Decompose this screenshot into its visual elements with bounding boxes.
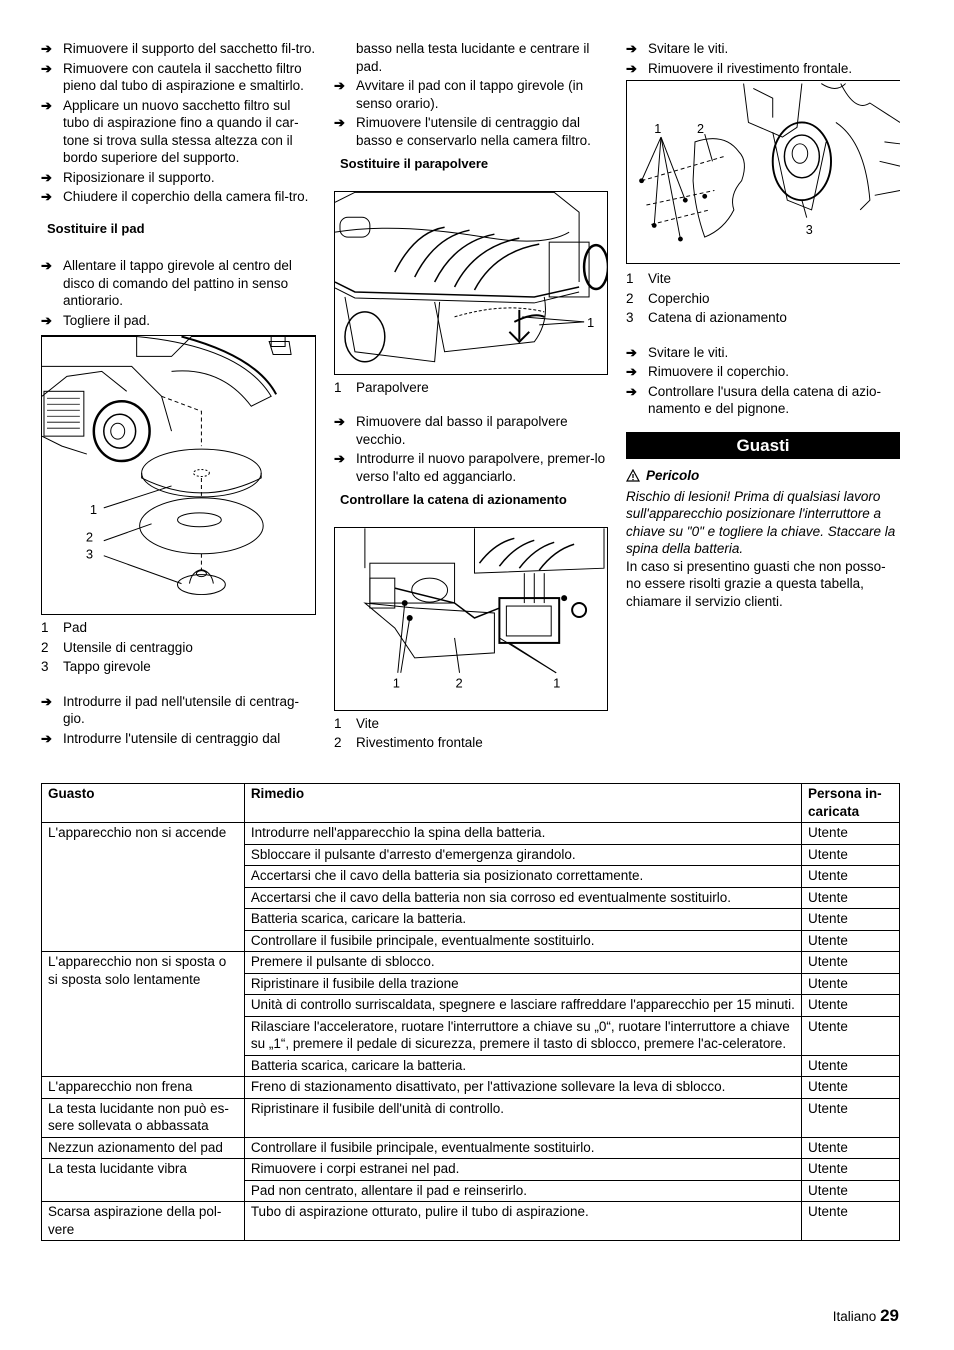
remedy-cell: Freno di stazionamento disattivato, per l'attivazione sollevare la leva di sblocco.	[244, 1077, 801, 1099]
figure-chain	[334, 527, 608, 711]
legend-text: Vite	[648, 271, 672, 286]
legend-number: 1	[334, 715, 342, 731]
remedy-cell: Accertarsi che il cavo della batteria non sia corroso ed eventualmente sostituirlo.	[244, 887, 801, 909]
fault-cell: La testa lucidante non può es-sere sollevata o abbassata	[42, 1098, 245, 1137]
remedy-cell: Rimuovere i corpi estranei nel pad.	[244, 1159, 801, 1181]
person-cell: Utente	[802, 973, 900, 995]
legend-item	[626, 270, 900, 288]
person-cell: Utente	[802, 1098, 900, 1137]
dust-guard-illustration	[335, 192, 607, 374]
legend-text: Catena di azionamento	[648, 310, 787, 325]
person-cell: Utente	[802, 887, 900, 909]
legend-item	[41, 619, 316, 637]
cover-illustration	[627, 81, 900, 263]
legend-item	[334, 715, 608, 733]
instruction-step	[41, 257, 316, 310]
steps-filter-bag	[41, 40, 316, 206]
legend-text: Rivestimento frontale	[356, 735, 483, 750]
instruction-step	[41, 97, 316, 167]
remedy-cell: Rilasciare l'acceleratore, ruotare l'interruttore a chiave su „0“, ruotare l'interruttore a chiave su „1“, premere il pedale di sicurezza, premere il tasto di sblocco, premere l'ac-celeratore.	[244, 1016, 801, 1055]
instruction-step	[41, 60, 316, 95]
legend-item	[41, 639, 316, 657]
legend-chain	[334, 715, 608, 752]
fault-cell: L'apparecchio non si sposta o si sposta solo lentamente	[42, 952, 245, 1077]
heading-check-chain: Controllare la catena di azionamento	[340, 492, 567, 507]
step-text: Riposizionare il supporto.	[63, 169, 215, 185]
step-text: Rimuovere dal basso il parapolvere vecchio.	[356, 414, 568, 447]
person-cell: Utente	[802, 1016, 900, 1055]
arrow-right-icon: ➔	[41, 97, 52, 113]
page-footer	[833, 1307, 899, 1326]
fig-cover-label-1: 1	[654, 122, 662, 137]
remedy-cell: Introdurre nell'apparecchio la spina della batteria.	[244, 823, 801, 845]
header-fault: Guasto	[42, 784, 245, 823]
legend-text: Vite	[356, 715, 380, 731]
person-cell: Utente	[802, 844, 900, 866]
footer-language: Italiano	[832, 1309, 877, 1324]
remedy-cell: Pad non centrato, allentare il pad e reinserirlo.	[244, 1180, 801, 1202]
step-text: Rimuovere il coperchio.	[648, 364, 790, 379]
fig-pad-label-1: 1	[89, 501, 98, 517]
step-text: Svitare le viti.	[648, 344, 729, 360]
instruction-step	[334, 77, 608, 112]
steps-cover	[626, 344, 900, 418]
fig-cover-label-2: 2	[696, 122, 704, 137]
fig-pad-label-2: 2	[85, 529, 94, 545]
fault-cell: L'apparecchio non si accende	[42, 823, 245, 952]
remedy-cell: Unità di controllo surriscaldata, spegnere e lasciare raffreddare l'apparecchio per 15 minuti.	[244, 995, 801, 1017]
step-text: Allentare il tappo girevole al centro del disco di comando del pattino in senso antiorario.	[63, 258, 292, 308]
person-cell: Utente	[802, 1055, 900, 1077]
remedy-cell: Batteria scarica, caricare la batteria.	[244, 1055, 801, 1077]
instruction-step	[41, 169, 316, 187]
fig-chain-label-1a: 1	[392, 675, 400, 691]
remedy-cell: Premere il pulsante di sblocco.	[244, 952, 801, 974]
fault-cell: La testa lucidante vibra	[42, 1159, 245, 1202]
legend-text: Pad	[63, 620, 88, 635]
steps-insert-pad	[41, 693, 316, 748]
legend-number: 2	[334, 735, 342, 750]
table-row	[42, 1098, 900, 1137]
arrow-right-icon: ➔	[334, 78, 345, 93]
steps-dust-guard	[334, 413, 608, 485]
legend-item	[334, 379, 608, 397]
page-number: 29	[880, 1306, 899, 1325]
arrow-right-icon: ➔	[41, 730, 52, 746]
instruction-step	[334, 450, 608, 485]
legend-number: 3	[41, 659, 49, 674]
section-title-faults: Guasti	[626, 432, 900, 460]
person-cell: Utente	[802, 1202, 900, 1241]
figure-dust-guard	[334, 191, 608, 375]
column-2	[334, 40, 608, 754]
header-remedy: Rimedio	[244, 784, 801, 823]
person-cell: Utente	[802, 1077, 900, 1099]
legend-pad	[41, 619, 316, 676]
instruction-step	[41, 188, 316, 206]
arrow-right-icon: ➔	[334, 451, 345, 466]
table-header-row	[42, 784, 900, 823]
heading-replace-pad: Sostituire il pad	[47, 220, 145, 236]
arrow-right-icon: ➔	[334, 115, 345, 130]
arrow-right-icon: ➔	[41, 258, 52, 273]
remedy-cell: Ripristinare il fusibile della trazione	[244, 973, 801, 995]
table-row	[42, 1159, 900, 1181]
arrow-right-icon: ➔	[41, 41, 52, 56]
step-text: Togliere il pad.	[63, 312, 151, 328]
arrow-right-icon: ➔	[626, 41, 637, 56]
legend-text: Parapolvere	[356, 379, 429, 395]
table-row	[42, 1202, 900, 1241]
legend-number: 2	[41, 639, 49, 655]
fig-pad-label-3: 3	[85, 546, 94, 562]
arrow-right-icon: ➔	[626, 60, 637, 76]
arrow-right-icon: ➔	[334, 414, 345, 429]
instruction-step	[41, 312, 316, 330]
instruction-step	[334, 413, 608, 448]
legend-item	[626, 290, 900, 308]
steps-replace-pad	[41, 257, 316, 329]
arrow-right-icon: ➔	[626, 344, 637, 360]
step-text: Rimuovere con cautela il sacchetto filtro pieno dal tubo di aspirazione e smaltirlo.	[63, 60, 304, 93]
remedy-cell: Controllare il fusibile principale, eventualmente sostituirlo.	[244, 1137, 801, 1159]
remedy-cell: Accertarsi che il cavo della batteria sia posizionato correttamente.	[244, 866, 801, 888]
arrow-right-icon: ➔	[626, 383, 637, 399]
table-row	[42, 952, 900, 974]
legend-text: Utensile di centraggio	[63, 639, 193, 655]
faults-intro-text: In caso si presentino guasti che non posso-no essere risolti grazie a questa tabella, chiamare il servizio clienti.	[626, 558, 886, 609]
person-cell: Utente	[802, 1159, 900, 1181]
arrow-right-icon: ➔	[41, 189, 52, 204]
fig-cover-label-3: 3	[805, 223, 813, 238]
legend-number: 1	[626, 271, 634, 286]
column-1	[41, 40, 316, 749]
figure-pad	[41, 335, 316, 615]
person-cell: Utente	[802, 1180, 900, 1202]
legend-cover	[626, 270, 900, 327]
person-cell: Utente	[802, 823, 900, 845]
legend-number: 2	[626, 290, 634, 306]
danger-title: Pericolo	[646, 468, 700, 483]
legend-number: 1	[334, 379, 342, 395]
step-text: Controllare l'usura della catena di azio-namento e del pignone.	[648, 383, 881, 416]
person-cell: Utente	[802, 930, 900, 952]
remedy-cell: Batteria scarica, caricare la batteria.	[244, 909, 801, 931]
table-row	[42, 823, 900, 845]
instruction-step	[41, 40, 316, 58]
step-text: Applicare un nuovo sacchetto filtro sul tubo di aspirazione fino a quando il car-tone si trova sulla stessa altezza con il bordo superiore del supporto.	[63, 97, 299, 165]
remedy-cell: Tubo di aspirazione otturato, pulire il tubo di aspirazione.	[244, 1202, 801, 1241]
danger-heading	[626, 467, 900, 485]
instruction-step	[626, 40, 900, 58]
person-cell: Utente	[802, 995, 900, 1017]
person-cell: Utente	[802, 909, 900, 931]
step-text: Avvitare il pad con il tappo girevole (in senso orario).	[356, 78, 584, 111]
remedy-cell: Ripristinare il fusibile dell'unità di controllo.	[244, 1098, 801, 1137]
fig-chain-label-2: 2	[455, 675, 463, 691]
legend-item	[334, 734, 608, 752]
instruction-step	[334, 114, 608, 149]
table-row	[42, 1137, 900, 1159]
instruction-step	[626, 344, 900, 362]
legend-item	[626, 309, 900, 327]
instruction-step	[41, 693, 316, 728]
heading-replace-dust-guard: Sostituire il parapolvere	[340, 156, 489, 171]
fault-cell: Scarsa aspirazione della pol-vere	[42, 1202, 245, 1241]
arrow-right-icon: ➔	[41, 312, 52, 328]
chain-illustration	[335, 528, 607, 710]
danger-text: Rischio di lesioni! Prima di qualsiasi lavoro sull'apparecchio posizionare l'interruttore a chiave su "0" e togliere la chiave. Staccare la spina della batteria.	[626, 488, 896, 556]
figure-cover	[626, 80, 900, 264]
step-text: Rimuovere il rivestimento frontale.	[648, 60, 853, 76]
faults-table	[41, 783, 900, 1241]
continued-text: basso nella testa lucidante e centrare il pad.	[356, 41, 590, 74]
person-cell: Utente	[802, 866, 900, 888]
person-cell: Utente	[802, 1137, 900, 1159]
legend-text: Tappo girevole	[63, 659, 151, 674]
instruction-step	[626, 363, 900, 381]
instruction-step	[626, 60, 900, 78]
instruction-step	[41, 730, 316, 748]
table-row	[42, 1077, 900, 1099]
pad-illustration	[42, 336, 315, 614]
legend-text: Coperchio	[648, 290, 710, 306]
step-text: Introdurre l'utensile di centraggio dal	[63, 730, 281, 746]
step-text: Introdurre il pad nell'utensile di centrag-gio.	[63, 693, 299, 726]
instruction-step	[626, 383, 900, 418]
steps-front-cover	[626, 40, 900, 77]
step-text: Rimuovere il supporto del sacchetto fil-tro.	[63, 41, 316, 56]
legend-number: 1	[41, 620, 49, 635]
legend-dust-guard	[334, 379, 608, 397]
arrow-right-icon: ➔	[41, 60, 52, 76]
legend-number: 3	[626, 310, 634, 325]
step-text: Introdurre il nuovo parapolvere, premer-lo verso l'alto ed agganciarlo.	[356, 451, 606, 484]
legend-item	[41, 658, 316, 676]
arrow-right-icon: ➔	[41, 169, 52, 185]
fault-cell: Nezzun azionamento del pad	[42, 1137, 245, 1159]
warning-icon	[626, 469, 640, 482]
step-text: Chiudere il coperchio della camera fil-tro.	[63, 189, 309, 204]
step-text: Rimuovere l'utensile di centraggio dal basso e conservarlo nella camera filtro.	[356, 115, 591, 148]
remedy-cell: Controllare il fusibile principale, eventualmente sostituirlo.	[244, 930, 801, 952]
arrow-right-icon: ➔	[41, 693, 52, 709]
fault-cell: L'apparecchio non frena	[42, 1077, 245, 1099]
step-text: Svitare le viti.	[648, 41, 729, 56]
fig-chain-label-1b: 1	[553, 675, 561, 691]
remedy-cell: Sbloccare il pulsante d'arresto d'emergenza girandolo.	[244, 844, 801, 866]
steps-screw-pad	[334, 77, 608, 149]
fig-dust-label-1: 1	[587, 314, 595, 330]
header-person: Persona in-caricata	[802, 784, 900, 823]
column-3	[626, 40, 900, 610]
arrow-right-icon: ➔	[626, 364, 637, 379]
person-cell: Utente	[802, 952, 900, 974]
